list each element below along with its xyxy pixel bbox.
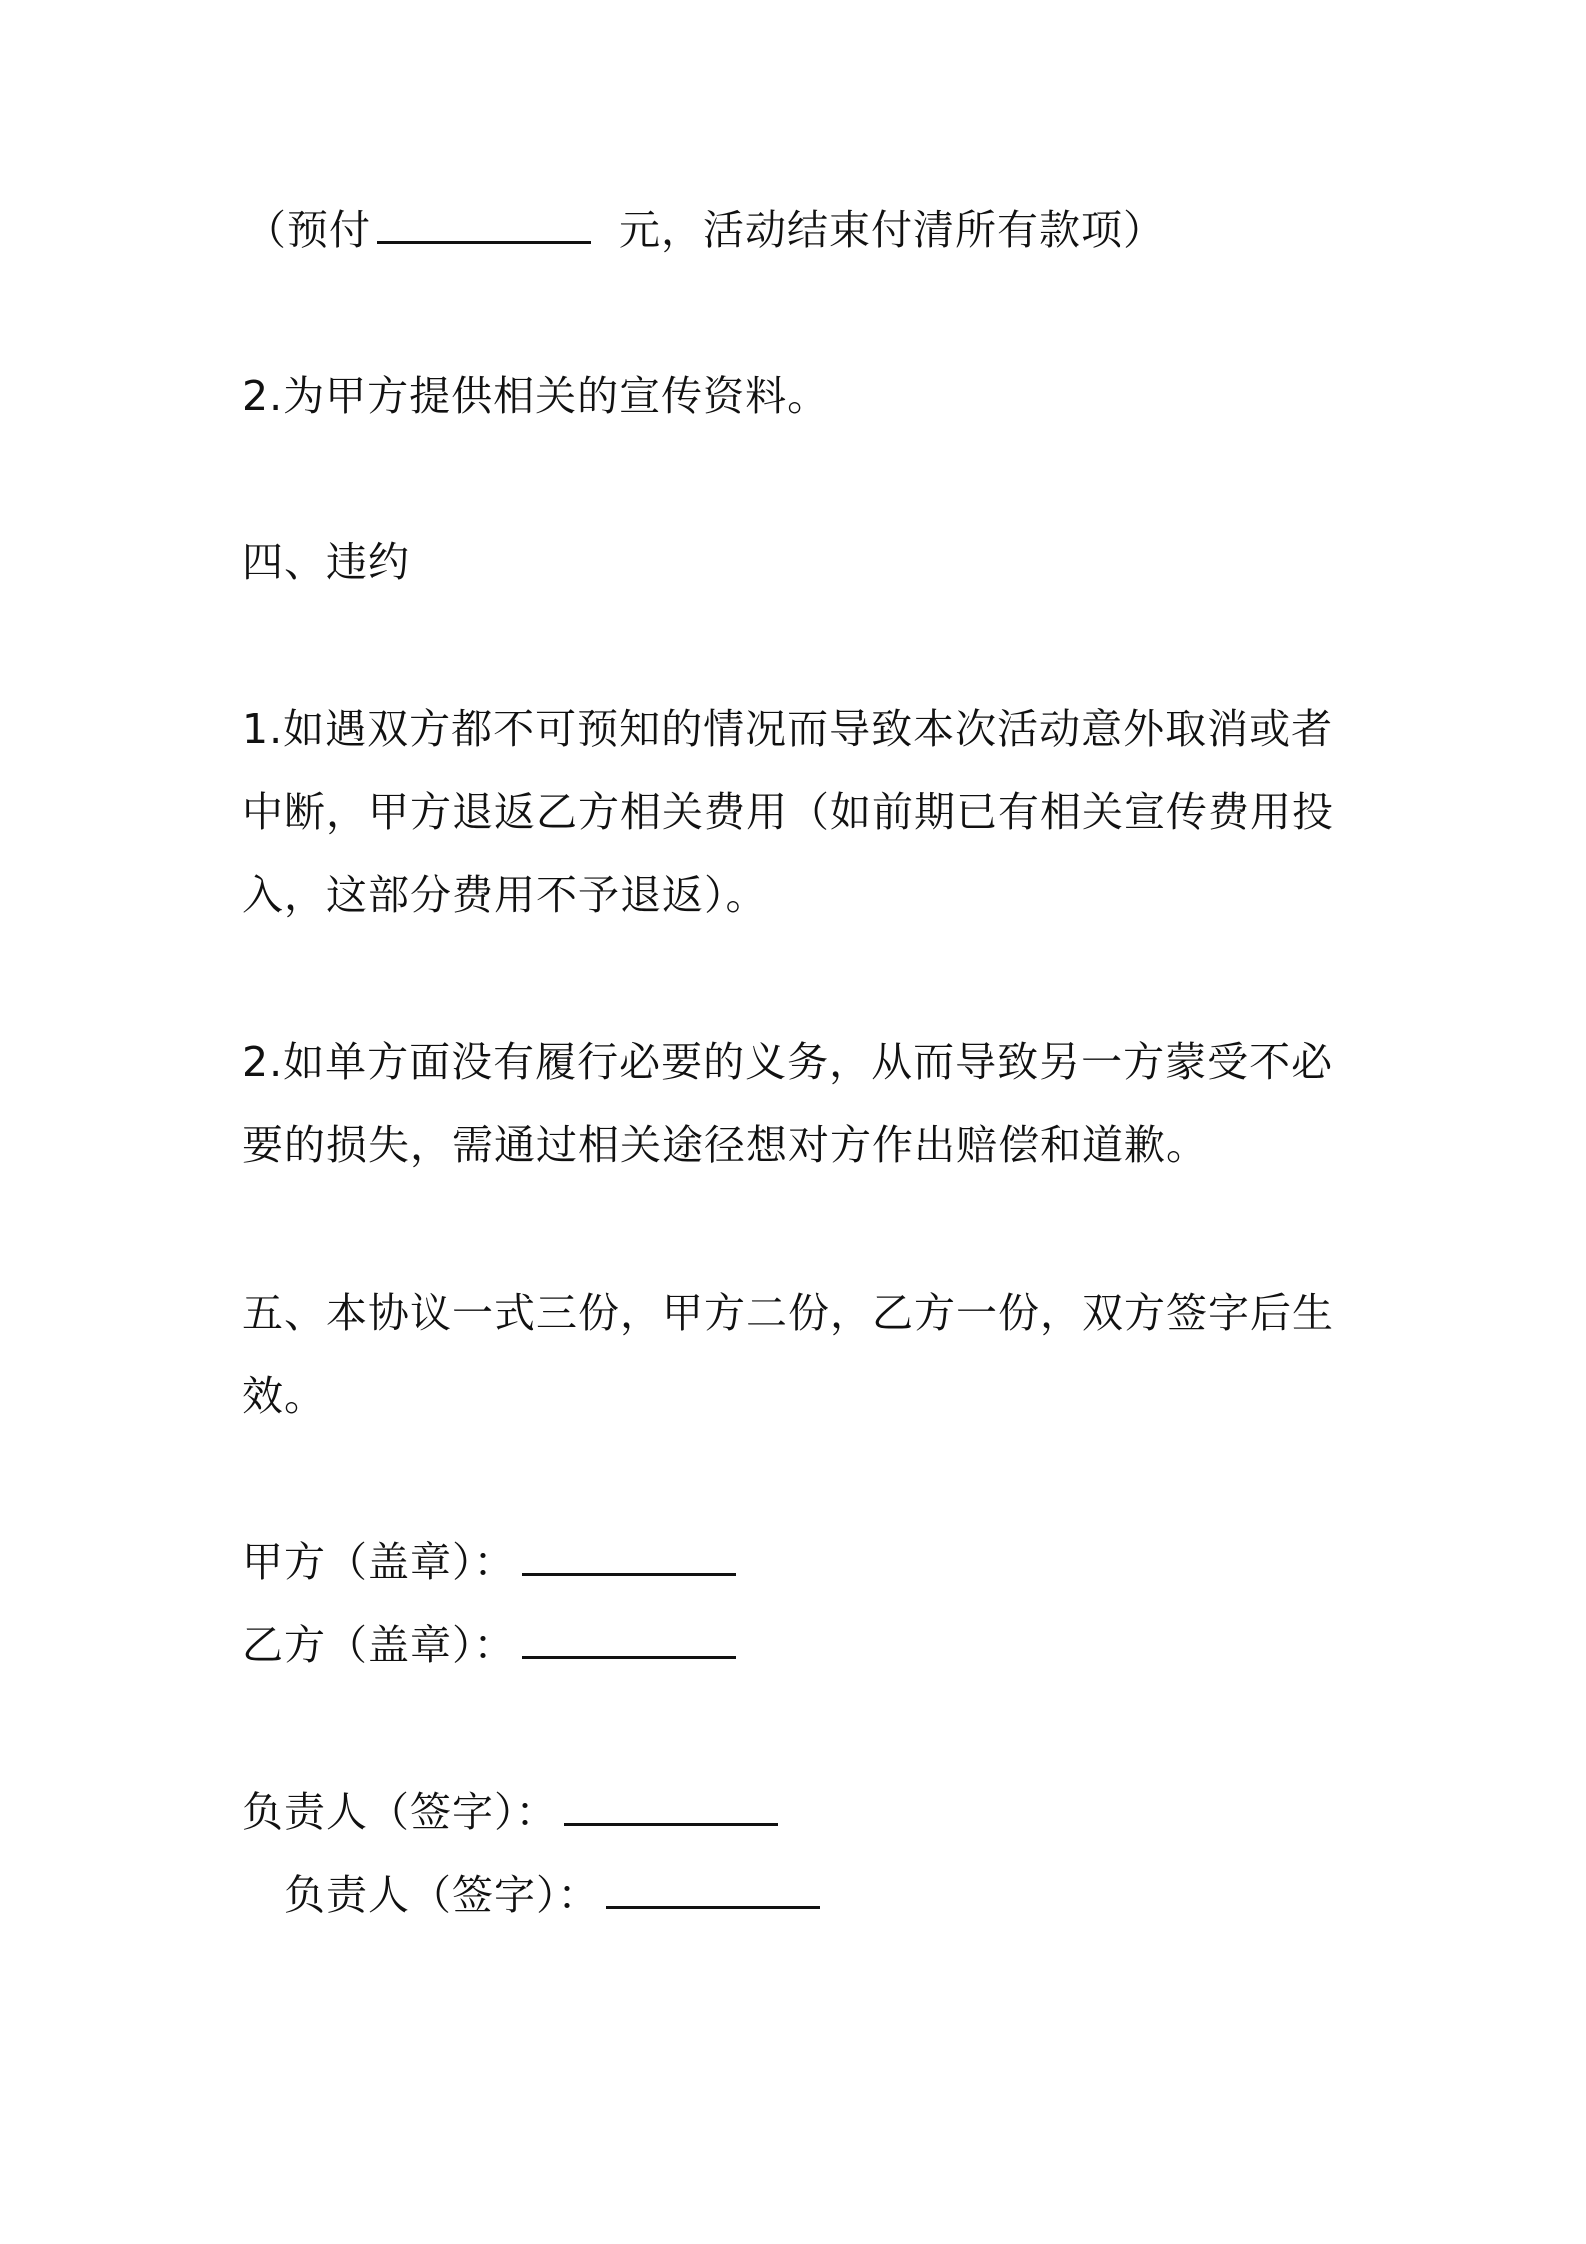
party-b-seal-blank[interactable] <box>522 1622 736 1659</box>
item-2-materials: 2.为甲方提供相关的宣传资料。 <box>242 372 830 420</box>
responsible-2-signature-blank[interactable] <box>606 1872 820 1909</box>
breach-clause-1-line-2: 中断，甲方退返乙方相关费用（如前期已有相关宣传费用投 <box>242 788 1334 836</box>
responsible-2-line <box>284 1869 820 1921</box>
prepay-amount-blank[interactable] <box>377 207 591 244</box>
party-b-seal-line <box>242 1619 736 1671</box>
breach-clause-2-line-1: 2.如单方面没有履行必要的义务，从而导致另一方蒙受不必 <box>242 1038 1334 1086</box>
responsible-1-label: 负责人（签字）： <box>242 1788 558 1836</box>
party-b-seal-label: 乙方（盖章）： <box>242 1621 516 1669</box>
party-a-seal-line <box>242 1536 736 1588</box>
responsible-2-label: 负责人（签字）： <box>284 1871 600 1919</box>
breach-clause-2-line-2: 要的损失，需通过相关途径想对方作出赔偿和道歉。 <box>242 1121 1208 1169</box>
payment-note-prefix: （预付 <box>245 206 371 254</box>
payment-note-suffix: 元，活动结束付清所有款项） <box>605 206 1166 254</box>
party-a-seal-blank[interactable] <box>522 1539 736 1576</box>
payment-note <box>245 204 1165 256</box>
responsible-1-line <box>242 1786 778 1838</box>
breach-clause-1-line-1: 1.如遇双方都不可预知的情况而导致本次活动意外取消或者 <box>242 705 1334 753</box>
responsible-1-signature-blank[interactable] <box>564 1789 778 1826</box>
breach-clause-1-line-3: 入，这部分费用不予退返）。 <box>242 871 768 919</box>
section-5-line-2: 效。 <box>242 1372 326 1420</box>
party-a-seal-label: 甲方（盖章）： <box>242 1538 516 1586</box>
section-4-heading: 四、违约 <box>242 538 410 586</box>
section-5-line-1: 五、本协议一式三份，甲方二份，乙方一份，双方签字后生 <box>242 1289 1334 1337</box>
